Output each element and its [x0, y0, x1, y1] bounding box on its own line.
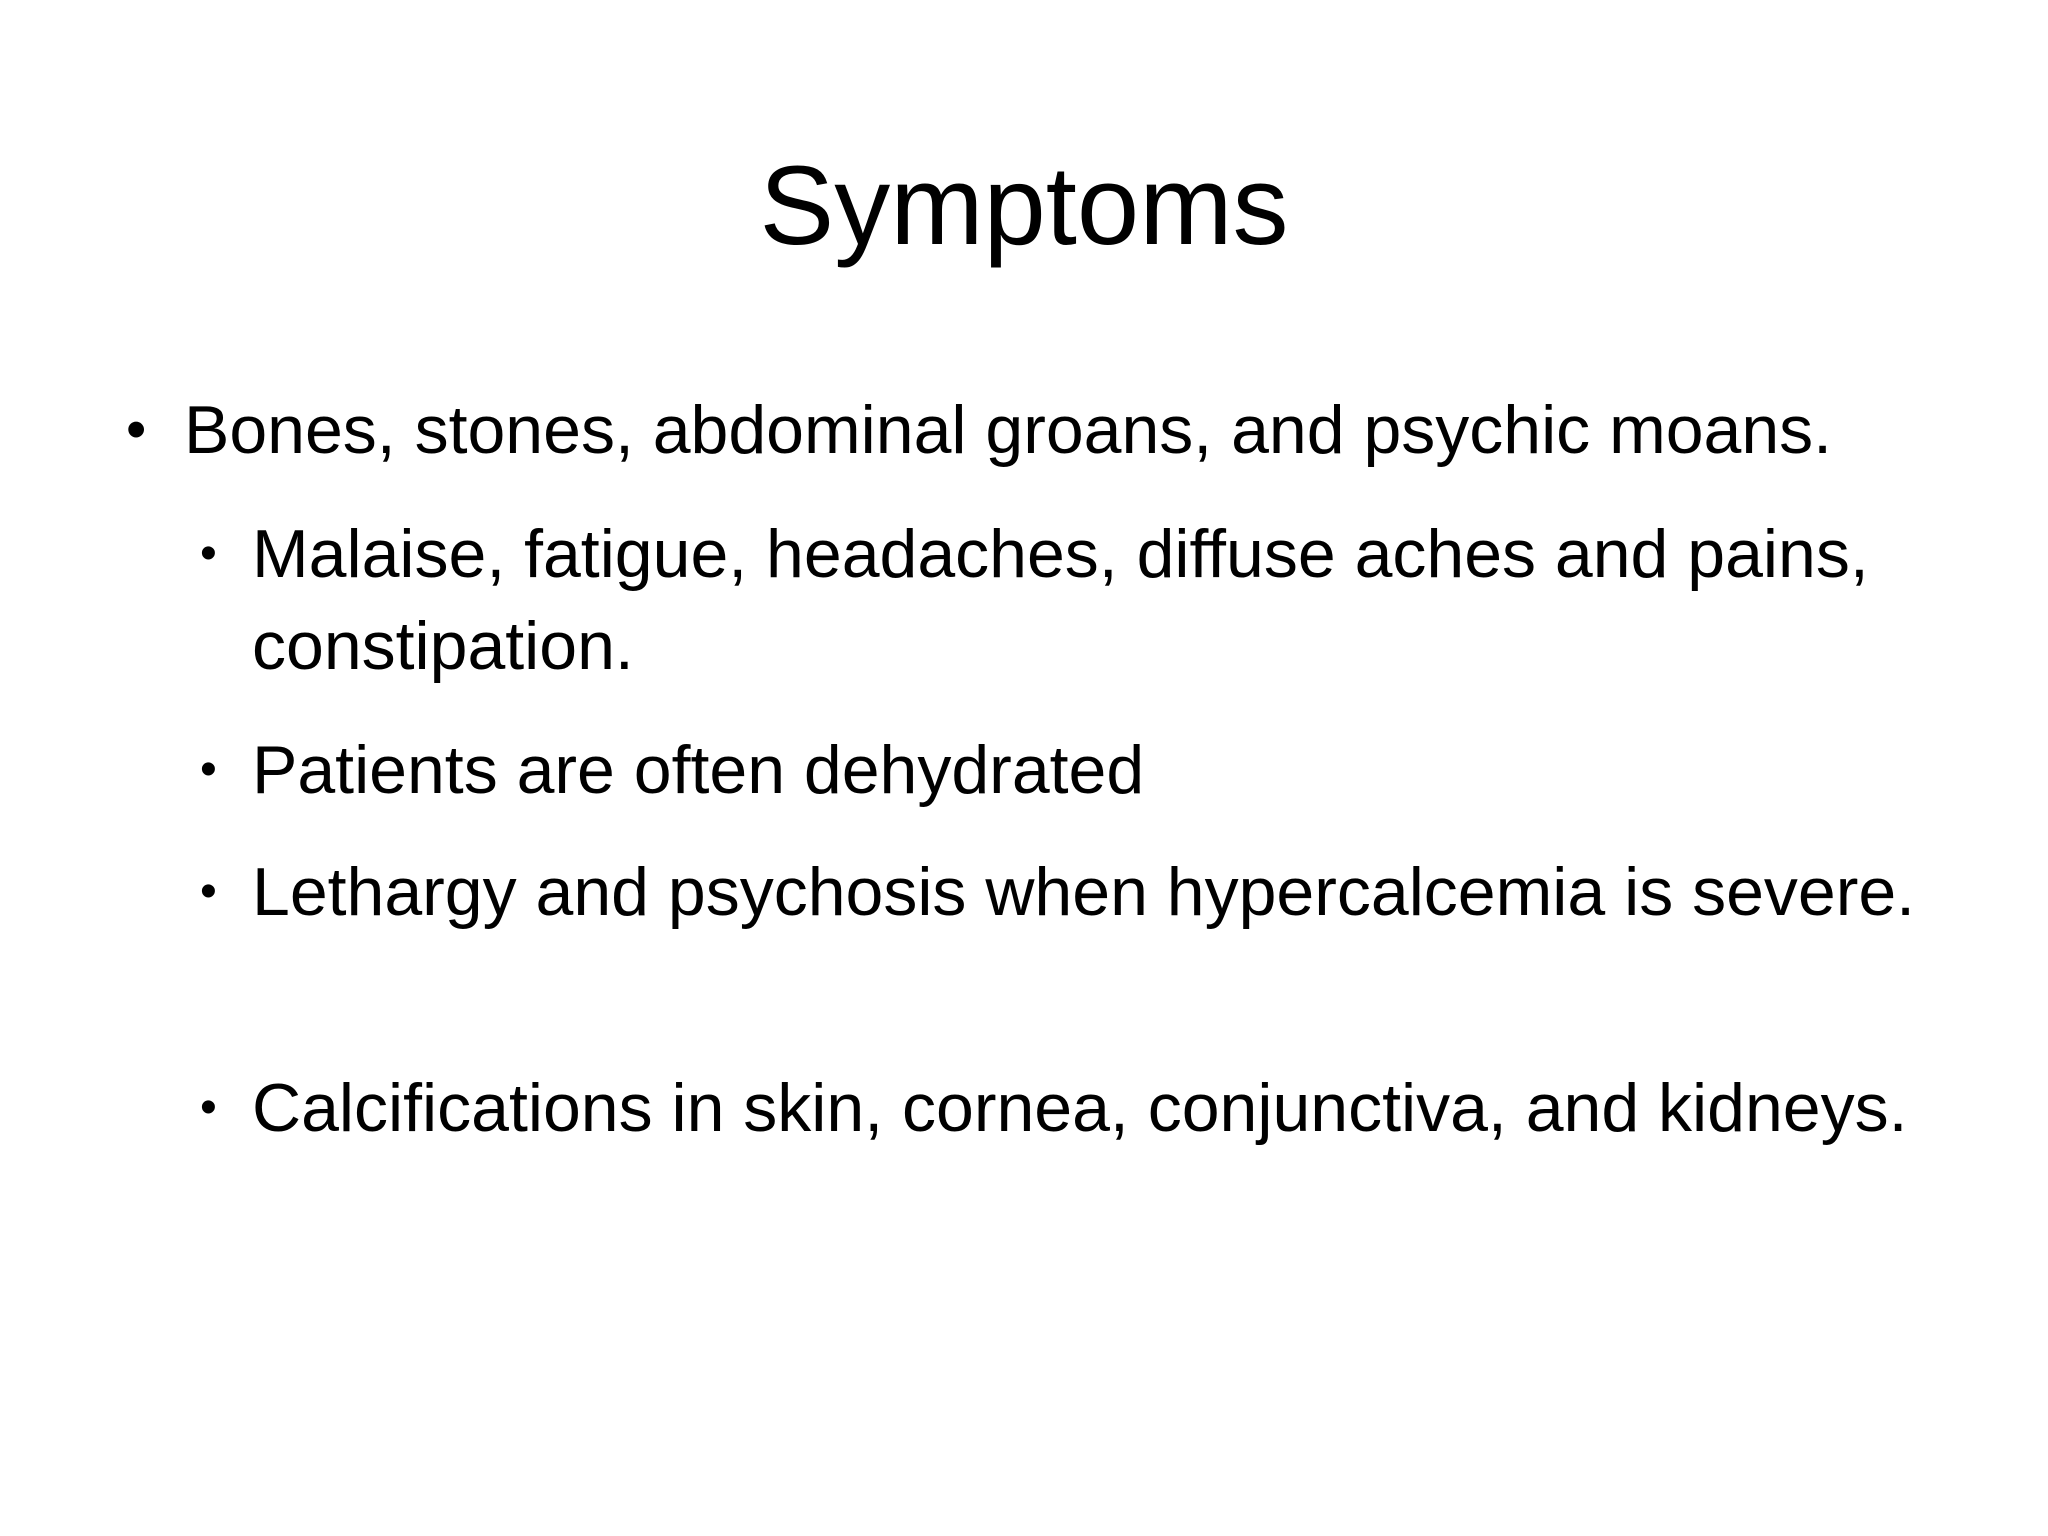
bullet-point-icon: • [200, 527, 217, 580]
bullet-item [126, 384, 1986, 476]
bullet-text: Bones, stones, abdominal groans, and psychic moans. [184, 392, 1833, 468]
sub-bullet-item [200, 508, 2000, 692]
bullet-text: Patients are often dehydrated [252, 732, 1145, 808]
bullet-point-icon: • [126, 397, 147, 462]
bullet-point-icon: • [200, 743, 217, 796]
bullet-point-icon: • [200, 1081, 217, 1134]
sub-bullet-item [200, 724, 2000, 816]
slide-title: Symptoms [759, 143, 1289, 268]
sub-bullet-item [200, 1062, 2000, 1154]
bullet-text: Malaise, fatigue, headaches, diffuse aches and pains, constipation. [252, 516, 1869, 684]
bullet-text: Lethargy and psychosis when hypercalcemia is severe. [252, 854, 1916, 930]
bullet-point-icon: • [200, 865, 217, 918]
sub-bullet-item [200, 846, 2000, 938]
bullet-text: Calcifications in skin, cornea, conjunctiva, and kidneys. [252, 1070, 1908, 1146]
